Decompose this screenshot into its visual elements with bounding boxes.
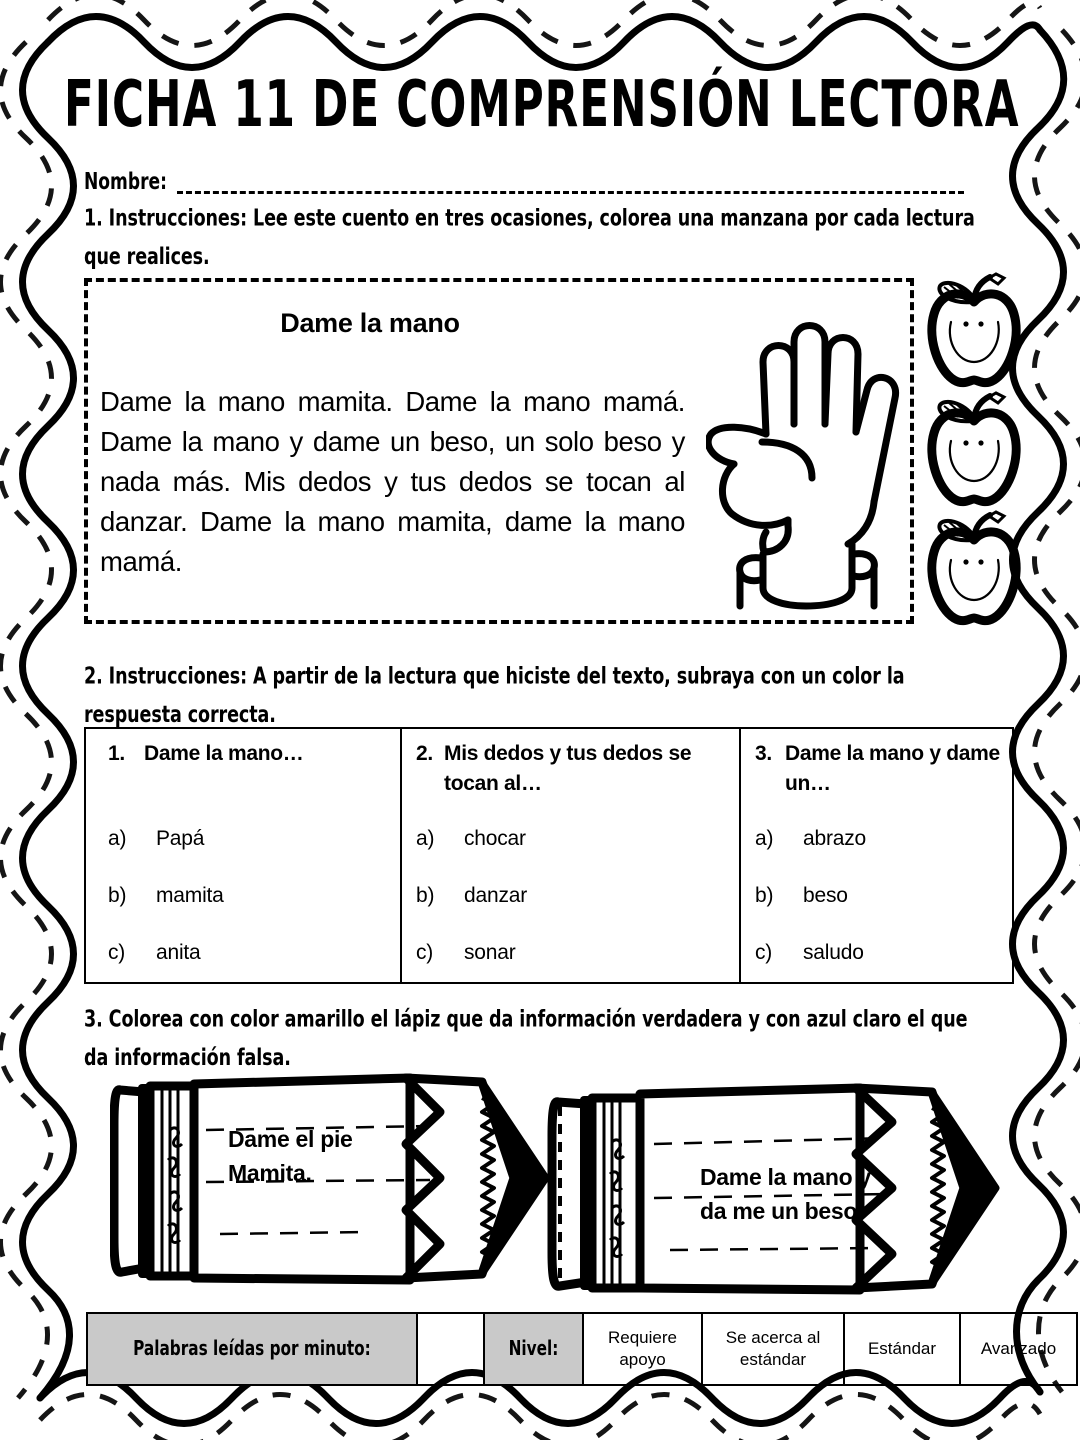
wpm-label: Palabras leídas por minuto:	[133, 1337, 371, 1361]
level-option-cell[interactable]	[960, 1313, 1077, 1385]
option-label: b)	[755, 884, 774, 907]
instruction-2: 2. Instrucciones: A partir de la lectura que hiciste del texto, subraya con un color la respuesta correcta.	[84, 661, 905, 728]
option-label: c)	[416, 941, 434, 964]
option-row[interactable]	[108, 941, 394, 965]
reading-level-table	[86, 1312, 1078, 1386]
option-text: Papá	[156, 827, 205, 850]
option-row[interactable]	[108, 884, 394, 908]
multiple-choice-table	[84, 727, 1014, 984]
name-input-blank[interactable]	[177, 177, 964, 194]
apple-icon[interactable]	[918, 391, 1030, 510]
instruction-1: 1. Instrucciones: Lee este cuento en tres ocasiones, colorea una manzana por cada lectura que realices.	[84, 203, 975, 270]
name-label: Nombre:	[84, 168, 167, 196]
option-text: anita	[156, 941, 201, 964]
question-heading	[741, 739, 1004, 799]
question-cell-1	[85, 728, 401, 983]
option-label: c)	[108, 941, 126, 964]
open-hand-icon	[706, 306, 916, 622]
page-title: FICHA 11 DE COMPRENSIÓN LECTORA	[64, 66, 1020, 142]
question-prompt: Dame la mano y dame un…	[785, 742, 1000, 795]
story-title: Dame la mano	[280, 308, 460, 338]
option-label: a)	[755, 827, 774, 850]
option-text: abrazo	[803, 827, 867, 850]
option-text: chocar	[464, 827, 526, 850]
option-row[interactable]	[416, 941, 733, 965]
question-cell-3	[740, 728, 1013, 983]
table-row	[87, 1313, 1077, 1385]
option-label: c)	[755, 941, 773, 964]
question-number: 1.	[108, 742, 125, 765]
option-label: b)	[108, 884, 127, 907]
option-row[interactable]	[416, 827, 733, 851]
table-row	[85, 728, 1013, 983]
question-prompt: Dame la mano…	[144, 742, 304, 765]
option-row[interactable]	[108, 827, 394, 851]
pencil-option-false[interactable]	[110, 1068, 550, 1288]
question-number: 2.	[416, 742, 433, 765]
option-row[interactable]	[755, 941, 1006, 965]
pencil-option-true[interactable]	[542, 1080, 1002, 1300]
option-text: beso	[803, 884, 848, 907]
option-text: saludo	[803, 941, 864, 964]
story-text: Dame la mano mamita. Dame la mano mamá. Dame la mano y dame un beso, un solo beso y nada más. Mis dedos y tus dedos se tocan al danzar. Dame la mano mamita, dame la mano mamá.	[100, 386, 685, 577]
level-option-cell[interactable]	[844, 1313, 960, 1385]
question-heading	[402, 739, 731, 799]
level-option-text: Estándar	[867, 1339, 937, 1358]
pencil-choices	[100, 1068, 1020, 1298]
question-cell-2	[401, 728, 740, 983]
option-text: mamita	[156, 884, 224, 907]
option-label: a)	[108, 827, 127, 850]
option-label: b)	[416, 884, 435, 907]
level-option-text: Avanzado	[980, 1339, 1057, 1358]
question-number: 3.	[755, 742, 772, 765]
level-option-text: Requiere apoyo	[608, 1328, 677, 1369]
option-row[interactable]	[755, 884, 1006, 908]
pencil-text: Dame el pie Mamita.	[228, 1126, 353, 1186]
level-option-text: Se acerca al estándar	[725, 1328, 821, 1369]
apple-icon[interactable]	[918, 510, 1030, 629]
question-prompt: Mis dedos y tus dedos se tocan al…	[444, 742, 692, 795]
level-label: Nivel:	[508, 1337, 559, 1361]
option-label: a)	[416, 827, 435, 850]
apple-icon[interactable]	[918, 272, 1030, 391]
apple-tracker	[918, 272, 1030, 630]
wpm-label-cell	[87, 1313, 417, 1385]
level-option-cell[interactable]	[702, 1313, 844, 1385]
pencil-text: Dame la mano y da me un beso	[700, 1164, 871, 1224]
instruction-3: 3. Colorea con color amarillo el lápiz que da información verdadera y con azul claro el que da información falsa.	[84, 1004, 968, 1071]
question-heading	[86, 739, 392, 769]
option-row[interactable]	[755, 827, 1006, 851]
name-field-row	[84, 164, 964, 194]
level-option-cell[interactable]	[583, 1313, 702, 1385]
option-text: danzar	[464, 884, 528, 907]
level-label-cell	[484, 1313, 583, 1385]
option-row[interactable]	[416, 884, 733, 908]
option-text: sonar	[464, 941, 516, 964]
wpm-value-cell[interactable]	[417, 1313, 484, 1385]
